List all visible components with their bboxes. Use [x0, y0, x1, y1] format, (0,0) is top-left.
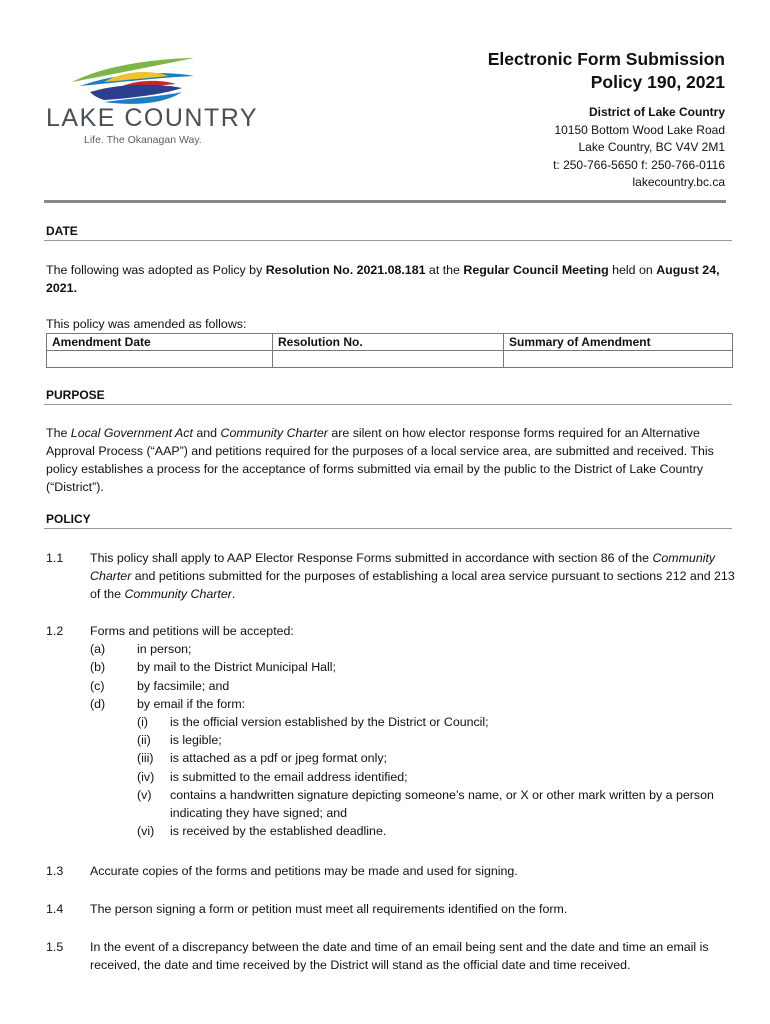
clause-1-1: 1.1 This policy shall apply to AAP Elector Response Forms submitted in accordance with section 86 of the Community Charter and petitions submitted for the purposes of establishing a local area service pursuant to sections 212 and 213 of the Community Charter.	[46, 551, 735, 602]
list-item: (vi) is received by the established deadline.	[137, 824, 387, 839]
list-item: (i) is the official version established by the District or Council;	[137, 715, 489, 730]
phone-fax: t: 250-766-5650 f: 250-766-0116	[553, 157, 725, 172]
list-item: (c) by facsimile; and	[90, 678, 230, 693]
clause-1-3: 1.3 Accurate copies of the forms and petitions may be made and used for signing.	[46, 864, 518, 878]
address-line2: Lake Country, BC V4V 2M1	[578, 140, 725, 154]
list-item: (a) in person;	[90, 642, 192, 657]
address-block	[488, 104, 725, 192]
list-item: (d) by email if the form:	[90, 696, 246, 711]
document-title-line1: Electronic Form Submission	[487, 49, 725, 69]
list-item: (ii) is legible;	[137, 733, 222, 748]
logo-wordmark: LAKE COUNTRY	[46, 104, 259, 132]
table-row	[47, 351, 733, 368]
website: lakecountry.bc.ca	[632, 175, 725, 189]
purpose-heading: PURPOSE	[46, 388, 105, 402]
clause-1-5: 1.5 In the event of a discrepancy between the date and time of an email being sent and the date and time an email is received, the date and time received by the District will stand as the official date and time received.	[46, 940, 709, 973]
list-item: (iii) is attached as a pdf or jpeg format only;	[137, 751, 387, 766]
logo-tagline: Life. The Okanagan Way.	[84, 134, 202, 146]
document-title-line2: Policy 190, 2021	[590, 72, 725, 92]
purpose-divider	[44, 404, 732, 405]
clause-1-2: 1.2 Forms and petitions will be accepted: (a) in person; (b) by mail to the District Municipal Hall; (c) by facsimile; and (d) by email if the form: (i) is the official version established by the District or Council; (ii) is legible; (iii) is attached as a pdf or jpeg format only; (iv) is submitted to the email address identified; (v) contains a handwritten signature depicting someone’s name, or X or other mark written by a person indicating they have signed; and (vi) is received by the established deadline.	[46, 622, 736, 840]
purpose-paragraph: The Local Government Act and Community Charter are silent on how elector response forms required for an Alternative Approval Process (“AAP”) and petitions required for the purposes of a local service area, are submitted and received. This policy establishes a process for the acceptance of forms submitted via email by the public to the District of Lake Country (“District”).	[46, 426, 714, 494]
col-amendment-date: Amendment Date	[47, 334, 273, 351]
list-item: (v) contains a handwritten signature depicting someone’s name, or X or other mark written by a person indicating they have signed; and	[137, 787, 714, 821]
list-item: (b) by mail to the District Municipal Hall;	[90, 660, 337, 675]
amendment-table	[46, 333, 733, 368]
col-resolution-no: Resolution No.	[273, 334, 504, 351]
col-summary: Summary of Amendment	[504, 334, 733, 351]
org-name: District of Lake Country	[588, 105, 725, 119]
address-line1: 10150 Bottom Wood Lake Road	[554, 122, 725, 137]
adoption-paragraph: The following was adopted as Policy by Resolution No. 2021.08.181 at the Regular Council Meeting held on August 24, 2021.	[46, 263, 720, 295]
document-header	[488, 48, 725, 192]
date-divider	[44, 240, 732, 241]
date-heading: DATE	[46, 224, 78, 238]
policy-divider	[44, 528, 732, 529]
list-item: (iv) is submitted to the email address identified;	[137, 769, 408, 784]
policy-heading: POLICY	[46, 512, 91, 526]
clause-1-4: 1.4 The person signing a form or petition must meet all requirements identified on the form.	[46, 902, 568, 916]
amendment-intro: This policy was amended as follows:	[46, 317, 247, 331]
header-divider	[44, 200, 726, 203]
